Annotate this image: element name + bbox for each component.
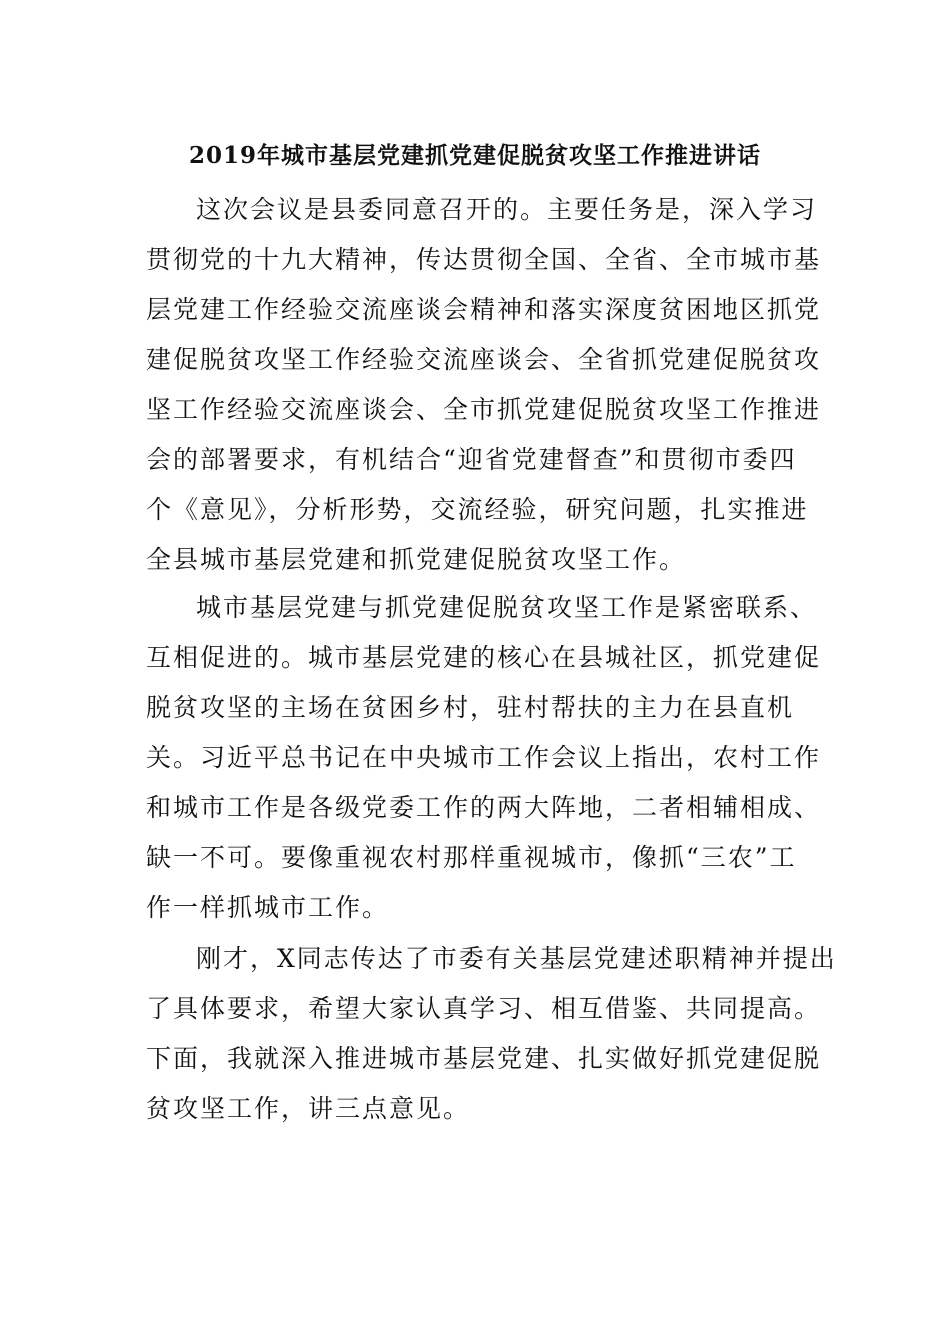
paragraph-line: 会的部署要求，有机结合“迎省党建督查”和贯彻市委四	[146, 445, 797, 474]
paragraph-line: 建促脱贫攻坚工作经验交流座谈会、全省抓党建促脱贫攻	[146, 345, 822, 374]
paragraph-line: 贫攻坚工作，讲三点意见。	[146, 1094, 471, 1123]
paragraph-line: 互相促进的。城市基层党建的核心在县城社区，抓党建促	[146, 643, 822, 672]
paragraph-3	[146, 934, 837, 1134]
paragraph-line: 个《意见》，分析形势，交流经验，研究问题，扎实推进	[146, 495, 809, 524]
paragraph-line: 了具体要求，希望大家认真学习、相互借鉴、共同提高。	[146, 994, 822, 1023]
paragraph-line: 刚才，X同志传达了市委有关基层党建述职精神并提出	[196, 944, 837, 973]
paragraph-line: 关。习近平总书记在中央城市工作会议上指出，农村工作	[146, 743, 822, 772]
paragraph-line: 作一样抓城市工作。	[146, 893, 390, 922]
paragraph-line: 坚工作经验交流座谈会、全市抓党建促脱贫攻坚工作推进	[146, 395, 822, 424]
paragraph-line: 全县城市基层党建和抓党建促脱贫攻坚工作。	[146, 545, 687, 574]
paragraph-line: 层党建工作经验交流座谈会精神和落实深度贫困地区抓党	[146, 295, 822, 324]
paragraph-line: 缺一不可。要像重视农村那样重视城市，像抓“三农”工	[146, 843, 797, 872]
paragraph-line: 城市基层党建与抓党建促脱贫攻坚工作是紧密联系、	[196, 593, 818, 622]
paragraph-line: 和城市工作是各级党委工作的两大阵地，二者相辅相成、	[146, 793, 822, 822]
paragraph-1	[146, 185, 822, 585]
paragraph-line: 下面，我就深入推进城市基层党建、扎实做好抓党建促脱	[146, 1044, 822, 1073]
paragraph-2	[146, 583, 822, 933]
paragraph-line: 贯彻党的十九大精神，传达贯彻全国、全省、全市城市基	[146, 245, 822, 274]
document-title: 2019年城市基层党建抓党建促脱贫攻坚工作推进讲话	[188, 142, 761, 169]
paragraph-line: 脱贫攻坚的主场在贫困乡村，驻村帮扶的主力在县直机	[146, 693, 795, 722]
paragraph-line: 这次会议是县委同意召开的。主要任务是，深入学习	[196, 195, 818, 224]
